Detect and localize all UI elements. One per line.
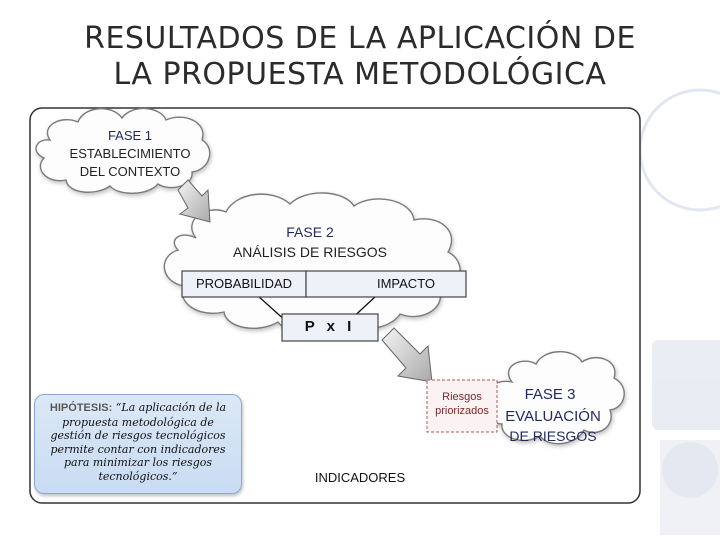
indicadores-label: INDICADORES <box>314 470 406 485</box>
riesgos-line2: priorizados <box>435 405 489 417</box>
background-decoration <box>640 90 720 535</box>
hipotesis-box <box>34 394 242 494</box>
fase2-description: ANÁLISIS DE RIESGOS <box>232 244 388 260</box>
pxi-label: P x I <box>304 318 356 335</box>
fase2-label: FASE 2 <box>286 224 334 240</box>
impacto-label: IMPACTO <box>376 276 436 291</box>
title-line-1: RESULTADOS DE LA APLICACIÓN DE <box>84 21 636 56</box>
hipotesis-label: HIPÓTESIS: <box>49 402 113 414</box>
fase3-label: FASE 3 <box>524 386 576 403</box>
hipotesis-text: “La aplicación de la propuesta metodológica de gestión de riesgos tecnológicos permite contar con indicadores para minimizar los riesgos tecnológicos.” <box>50 401 227 483</box>
title-line-2: LA PROPUESTA METODOLÓGICA <box>113 57 607 92</box>
riesgos-line1: Riesgos <box>442 391 482 403</box>
fase1-line1: ESTABLECIMIENTO <box>69 146 191 161</box>
probabilidad-label: PROBABILIDAD <box>195 276 293 291</box>
fase1-label: FASE 1 <box>107 128 153 143</box>
fase3-line1: EVALUACIÓN <box>505 408 601 425</box>
fase3-line2: DE RIESGOS <box>509 428 597 444</box>
fase1-line2: DEL CONTEXTO <box>79 164 181 179</box>
